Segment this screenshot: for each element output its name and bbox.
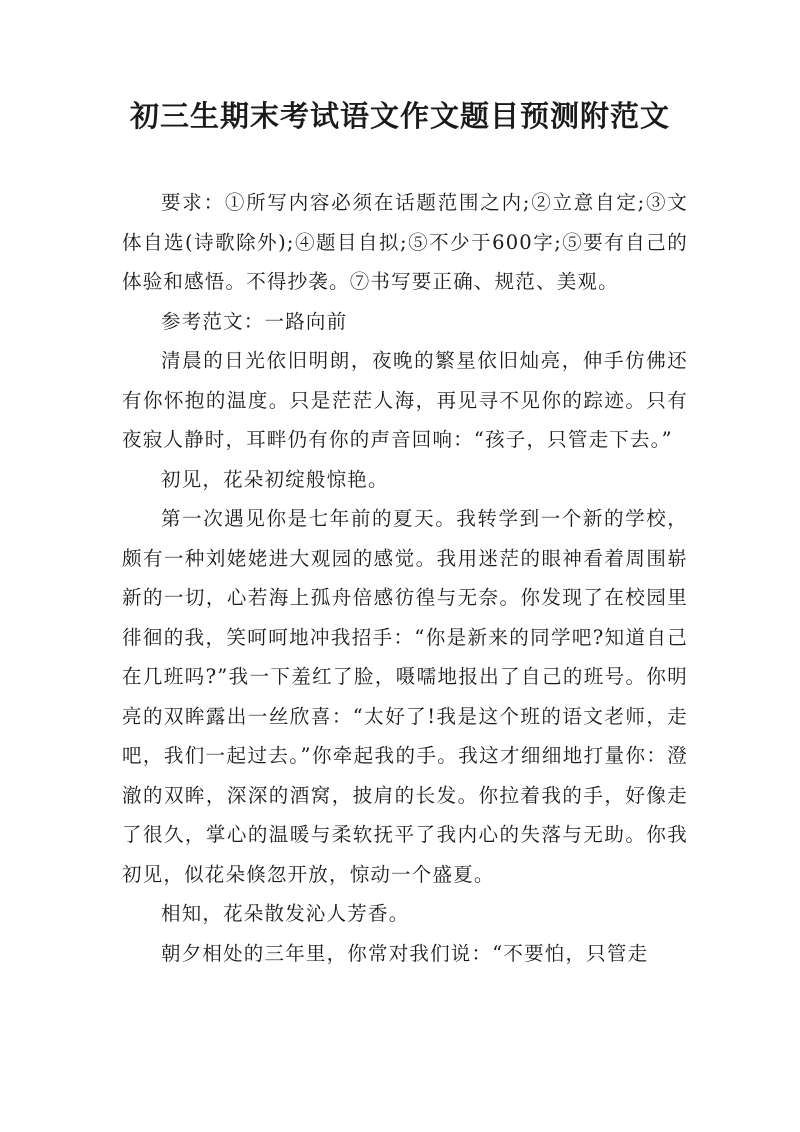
essay-paragraph: 清晨的日光依旧明朗，夜晚的繁星依旧灿亮，伸手仿佛还有你怀抱的温度。只是茫茫人海，再见寻不见你的踪迹。只有夜寂人静时，耳畔仍有你的声音回响：“孩子，只管走下去。” [122,349,688,451]
document-body [122,183,688,973]
section-heading: 相知，花朵散发沁人芳香。 [161,902,410,925]
document-title: 初三生期末考试语文作文题目预测附范文 [129,99,670,133]
section-heading: 初见，花朵初绽般惊艳。 [161,467,389,491]
reference-essay-heading: 参考范文：一路向前 [161,309,348,333]
essay-paragraph: 朝夕相处的三年里，你常对我们说：“不要怕，只管走 [161,941,649,965]
essay-paragraph: 第一次遇见你是七年前的夏天。我转学到一个新的学校，颇有一种刘姥姥进大观园的感觉。我用迷茫的眼神看着周围崭新的一切，心若海上孤舟倍感彷徨与无奈。你发现了在校园里徘徊的我，笑呵呵地冲我招手：“你是新来的同学吧?知道自己在几班吗?”我一下羞红了脸，嗫嚅地报出了自己的班号。你明亮的双眸露出一丝欣喜：“太好了!我是这个班的语文老师，走吧，我们一起过去。”你牵起我的手。我这才细细地打量你：澄澈的双眸，深深的酒窝，披肩的长发。你拉着我的手，好像走了很久，掌心的温暖与柔软抚平了我内心的失落与无助。你我初见，似花朵倏忽开放，惊动一个盛夏。 [122,507,688,886]
requirements-paragraph: 要求：①所写内容必须在话题范围之内;②立意自定;③文体自选(诗歌除外);④题目自拟;⑤不少于600字;⑤要有自己的体验和感悟。不得抄袭。⑦书写要正确、规范、美观。 [122,191,688,293]
